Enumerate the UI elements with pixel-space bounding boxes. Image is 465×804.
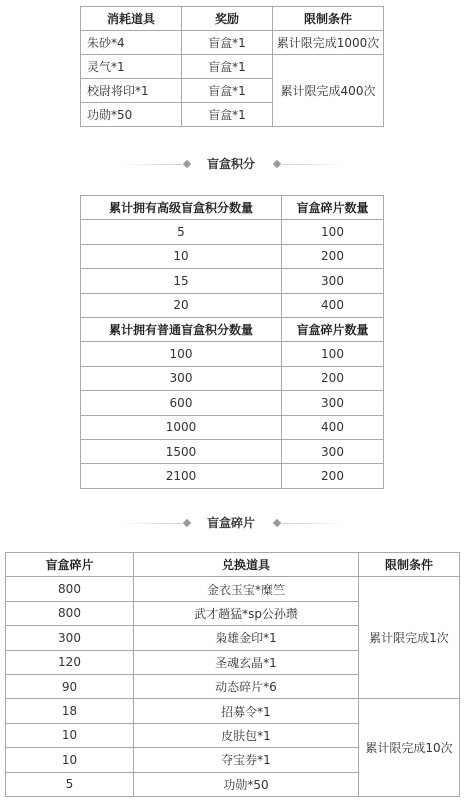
divider-line	[118, 164, 182, 165]
fragment-cost: 300	[6, 626, 134, 650]
table-row	[6, 699, 460, 723]
reward: 盲盒*1	[182, 103, 273, 127]
points-value: 1500	[81, 439, 282, 463]
diamond-icon	[183, 519, 191, 527]
exchange-item: 夺宝券*1	[134, 748, 359, 772]
exchange-item: 招募令*1	[134, 699, 359, 723]
table-row	[81, 366, 384, 390]
fragment-value: 400	[282, 293, 384, 317]
fragment-cost: 120	[6, 650, 134, 674]
header-fragment-count: 盲盒碎片数量	[282, 196, 384, 220]
reward: 盲盒*1	[182, 55, 273, 79]
points-value: 15	[81, 269, 282, 293]
divider-line	[118, 523, 182, 524]
points-value: 300	[81, 366, 282, 390]
fragment-cost: 800	[6, 601, 134, 625]
points-value: 100	[81, 342, 282, 366]
header-normal-points: 累计拥有普通盲盒积分数量	[81, 317, 282, 341]
exchange-item: 枭雄金印*1	[134, 626, 359, 650]
table-row	[81, 31, 384, 55]
table-row	[81, 342, 384, 366]
points-value: 5	[81, 220, 282, 244]
diamond-icon	[183, 160, 191, 168]
limit-condition: 累计限完成10次	[359, 699, 460, 797]
fragment-value: 200	[282, 464, 384, 488]
limit-condition: 累计限完成400次	[273, 55, 384, 127]
table-row	[81, 244, 384, 268]
table-row	[81, 220, 384, 244]
exchange-item: 金衣玉宝*糜竺	[134, 577, 359, 601]
section-title: 盲盒碎片	[207, 516, 256, 530]
reward: 盲盒*1	[182, 31, 273, 55]
fragment-value: 200	[282, 244, 384, 268]
fragment-exchange-table	[5, 552, 460, 797]
table-row	[6, 577, 460, 601]
diamond-icon	[273, 160, 281, 168]
header-high-points: 累计拥有高级盲盒积分数量	[81, 196, 282, 220]
header-limit: 限制条件	[273, 7, 384, 31]
fragment-cost: 90	[6, 674, 134, 698]
exchange-table	[80, 6, 384, 127]
reward: 盲盒*1	[182, 79, 273, 103]
header-reward: 奖励	[182, 7, 273, 31]
header-exchange-item: 兑换道具	[134, 553, 359, 577]
points-value: 20	[81, 293, 282, 317]
fragment-cost: 5	[6, 772, 134, 796]
exchange-item: 功勋*50	[134, 772, 359, 796]
fragment-value: 100	[282, 342, 384, 366]
fragment-cost: 18	[6, 699, 134, 723]
diamond-icon	[273, 519, 281, 527]
header-consume-item: 消耗道具	[81, 7, 182, 31]
fragment-cost: 800	[6, 577, 134, 601]
table-row	[81, 391, 384, 415]
table-row	[81, 439, 384, 463]
table-row	[81, 464, 384, 488]
exchange-item: 皮肤包*1	[134, 723, 359, 747]
header-limit: 限制条件	[359, 553, 460, 577]
fragment-value: 100	[282, 220, 384, 244]
points-value: 1000	[81, 415, 282, 439]
header-fragment-count: 盲盒碎片数量	[282, 317, 384, 341]
table-row	[81, 415, 384, 439]
consume-item: 灵气*1	[81, 55, 182, 79]
points-value: 2100	[81, 464, 282, 488]
header-fragment: 盲盒碎片	[6, 553, 134, 577]
table-row	[81, 293, 384, 317]
fragment-value: 300	[282, 391, 384, 415]
section-title-points	[0, 156, 465, 172]
consume-item: 功勋*50	[81, 103, 182, 127]
exchange-item: 武才趟猛*sp公孙瓒	[134, 601, 359, 625]
divider-line	[283, 164, 347, 165]
points-value: 600	[81, 391, 282, 415]
fragment-cost: 10	[6, 748, 134, 772]
fragment-value: 300	[282, 439, 384, 463]
consume-item: 朱砂*4	[81, 31, 182, 55]
fragment-value: 300	[282, 269, 384, 293]
section-title-fragments	[0, 515, 465, 531]
fragment-value: 400	[282, 415, 384, 439]
exchange-item: 圣魂玄晶*1	[134, 650, 359, 674]
section-title: 盲盒积分	[207, 157, 256, 171]
exchange-item: 动态碎片*6	[134, 674, 359, 698]
consume-item: 校尉将印*1	[81, 79, 182, 103]
fragment-cost: 10	[6, 723, 134, 747]
limit-condition: 累计限完成1000次	[273, 31, 384, 55]
table-row	[81, 269, 384, 293]
divider-line	[283, 523, 347, 524]
fragment-value: 200	[282, 366, 384, 390]
table-row	[81, 55, 384, 79]
points-table	[80, 195, 384, 489]
limit-condition: 累计限完成1次	[359, 577, 460, 699]
points-value: 10	[81, 244, 282, 268]
